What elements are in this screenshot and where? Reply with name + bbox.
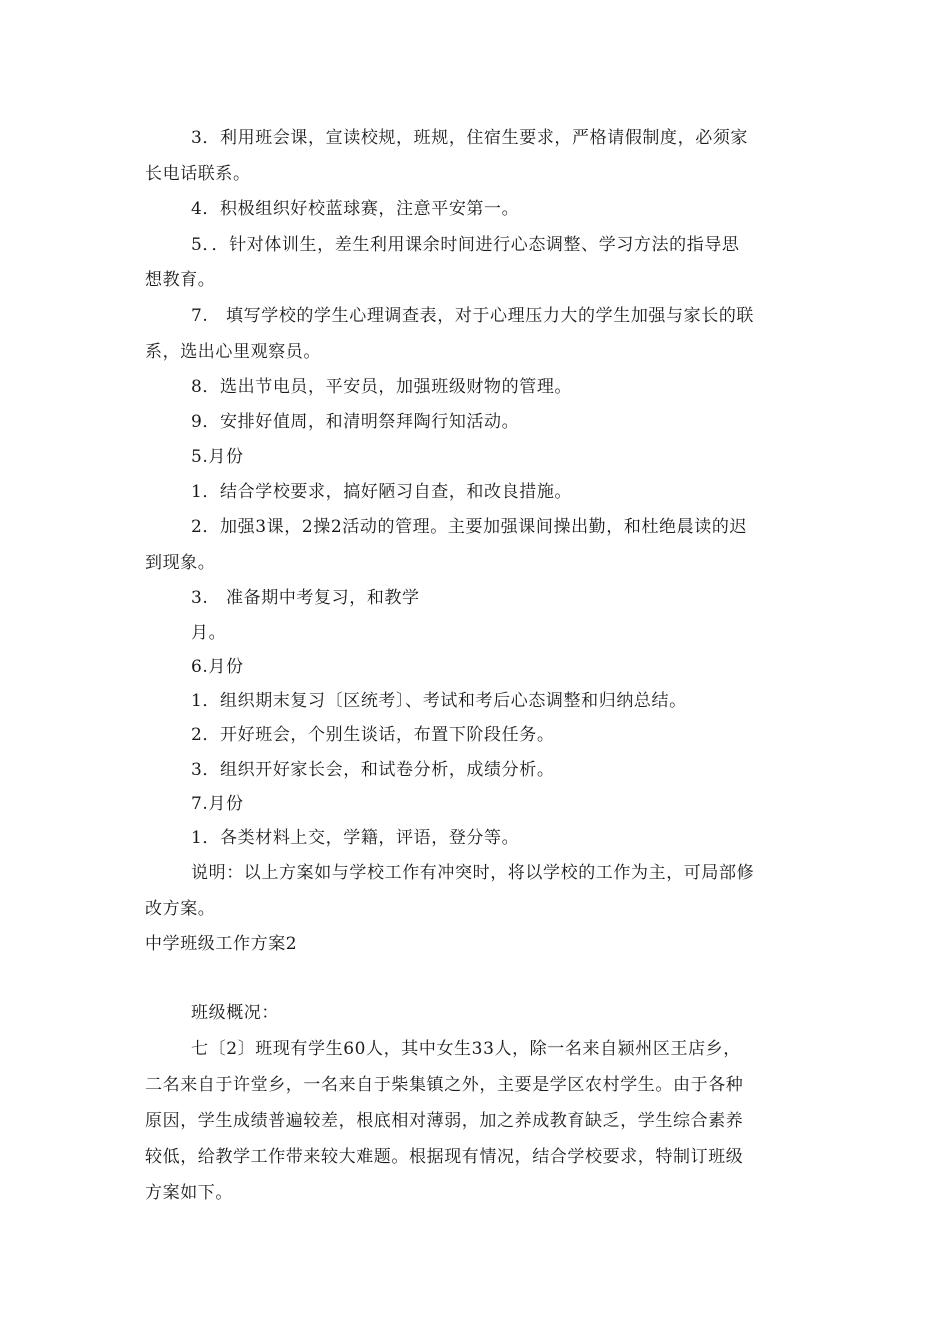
month-heading: 5.月份 <box>191 447 244 467</box>
paragraph-line: 1．组织期末复习〔区统考〕、考试和考后心态调整和归纳总结。 <box>191 691 687 711</box>
paragraph-line: 9．安排好值周，和清明祭拜陶行知活动。 <box>191 412 520 432</box>
paragraph-line: 较低，给教学工作带来较大难题。根据现有情况，结合学校要求，特制订班级 <box>145 1147 744 1167</box>
paragraph-line: 8．选出节电员，平安员，加强班级财物的管理。 <box>191 377 573 397</box>
paragraph-line: 到现象。 <box>145 553 216 573</box>
paragraph-line: 3．组织开好家长会，和试卷分析，成绩分析。 <box>191 760 555 780</box>
paragraph-line: 长电话联系。 <box>145 164 251 184</box>
paragraph-line: 5．．针对体训生，差生利用课余时间进行心态调整、学习方法的指导思 <box>191 235 740 255</box>
paragraph-line: 1．结合学校要求，搞好陋习自查，和改良措施。 <box>191 482 573 502</box>
note-line: 说明：以上方案如与学校工作有冲突时，将以学校的工作为主，可局部修 <box>191 863 755 883</box>
paragraph-line: 想教育。 <box>145 270 216 290</box>
section-title: 中学班级工作方案2 <box>145 934 298 954</box>
paragraph-line: 方案如下。 <box>145 1183 233 1203</box>
paragraph-line: 二名来自于许堂乡，一名来自于柴集镇之外，主要是学区农村学生。由于各种 <box>145 1075 744 1095</box>
subheading: 班级概况： <box>191 1003 279 1023</box>
paragraph-line: 1．各类材料上交，学籍，评语，登分等。 <box>191 828 520 848</box>
month-heading: 6.月份 <box>191 657 244 677</box>
paragraph-line: 月。 <box>191 623 227 643</box>
note-line: 改方案。 <box>145 899 216 919</box>
paragraph-line: 4．积极组织好校蓝球赛，注意平安第一。 <box>191 199 520 219</box>
paragraph-line: 2．加强3课，2操2活动的管理。主要加强课间操出勤，和杜绝晨读的迟 <box>191 517 748 537</box>
paragraph-line: 3．利用班会课，宣读校规，班规，住宿生要求，严格请假制度，必须家 <box>191 128 749 148</box>
paragraph-line: 系，选出心里观察员。 <box>145 342 321 362</box>
paragraph-line: 3. 准备期中考复习，和教学 <box>191 588 420 608</box>
paragraph-line: 原因，学生成绩普遍较差，根底相对薄弱，加之养成教育缺乏，学生综合素养 <box>145 1111 744 1131</box>
paragraph-line: 2．开好班会，个别生谈话，布置下阶段任务。 <box>191 725 555 745</box>
paragraph-line: 7. 填写学校的学生心理调查表，对于心理压力大的学生加强与家长的联 <box>191 306 755 326</box>
month-heading: 7.月份 <box>191 794 244 814</box>
paragraph-line: 七〔2〕班现有学生60人，其中女生33人，除一名来自颍州区王店乡， <box>191 1039 741 1059</box>
